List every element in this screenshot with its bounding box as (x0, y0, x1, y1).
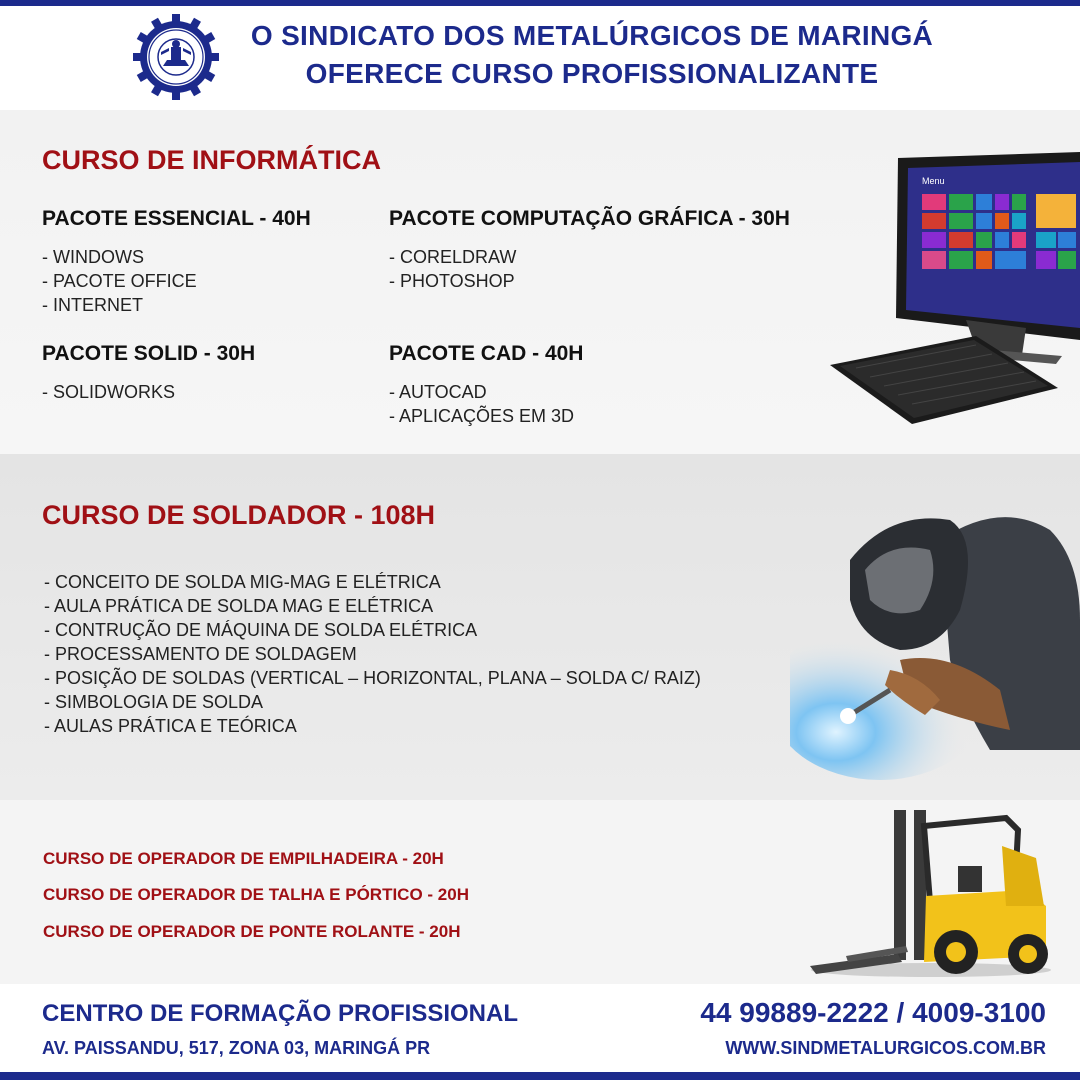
title-line-2: OFERECE CURSO PROFISSIONALIZANTE (305, 58, 879, 89)
operador-course-empilhadeira: CURSO DE OPERADOR DE EMPILHADEIRA - 20H (43, 849, 444, 868)
list-item: - AULAS PRÁTICA E TEÓRICA (44, 716, 297, 736)
title-line-1: O SINDICATO DOS METALÚRGICOS DE MARINGÁ (250, 20, 934, 51)
header (0, 6, 1080, 110)
package-items (389, 380, 583, 428)
union-gear-logo-icon (133, 14, 219, 100)
package-title: PACOTE SOLID - 30H (42, 342, 256, 365)
list-item: - CONTRUÇÃO DE MÁQUINA DE SOLDA ELÉTRICA (44, 620, 478, 640)
package-items (42, 245, 311, 317)
package-essencial (42, 207, 311, 317)
list-item: - PROCESSAMENTO DE SOLDAGEM (44, 644, 357, 664)
soldador-heading: CURSO DE SOLDADOR - 108H (42, 500, 436, 530)
monitor-menu-label: Menu (922, 176, 945, 186)
list-item: - AUTOCAD (389, 382, 487, 402)
list-item: - PHOTOSHOP (389, 271, 515, 291)
list-item: - WINDOWS (42, 247, 144, 267)
bottom-border (0, 1072, 1080, 1080)
package-cad (389, 342, 583, 428)
list-item: - SOLIDWORKS (42, 382, 176, 402)
computer-monitor-icon (826, 150, 1080, 434)
list-item: - SIMBOLOGIA DE SOLDA (44, 692, 264, 712)
package-computacao-grafica (389, 207, 790, 293)
package-title: PACOTE CAD - 40H (389, 342, 584, 365)
list-item: - INTERNET (42, 295, 143, 315)
soldador-items (44, 570, 701, 738)
footer-address: AV. PAISSANDU, 517, ZONA 03, MARINGÁ PR (42, 1038, 431, 1058)
footer-website[interactable]: WWW.SINDMETALURGICOS.COM.BR (725, 1038, 1046, 1058)
package-title: PACOTE COMPUTAÇÃO GRÁFICA - 30H (389, 207, 790, 230)
list-item: - CORELDRAW (389, 247, 517, 267)
footer-phones: 44 99889-2222 / 4009-3100 (700, 997, 1046, 1028)
list-item: - AULA PRÁTICA DE SOLDA MAG E ELÉTRICA (44, 596, 434, 616)
package-solid (42, 342, 255, 404)
keyboard-icon (830, 336, 1058, 424)
welder-image-icon (790, 500, 1080, 780)
informatica-heading: CURSO DE INFORMÁTICA (42, 145, 381, 175)
list-item: - POSIÇÃO DE SOLDAS (VERTICAL – HORIZONTAL, PLANA – SOLDA C/ RAIZ) (44, 668, 701, 688)
package-title: PACOTE ESSENCIAL - 40H (42, 207, 311, 230)
operador-course-ponte: CURSO DE OPERADOR DE PONTE ROLANTE - 20H (43, 922, 461, 941)
footer-center-name: CENTRO DE FORMAÇÃO PROFISSIONAL (42, 1000, 519, 1027)
package-items (389, 245, 790, 293)
forklift-icon (806, 806, 1056, 978)
list-item: - APLICAÇÕES EM 3D (389, 406, 575, 426)
package-items (42, 380, 255, 404)
list-item: - PACOTE OFFICE (42, 271, 197, 291)
operador-course-talha: CURSO DE OPERADOR DE TALHA E PÓRTICO - 20H (43, 885, 469, 904)
list-item: - CONCEITO DE SOLDA MIG-MAG E ELÉTRICA (44, 572, 441, 592)
